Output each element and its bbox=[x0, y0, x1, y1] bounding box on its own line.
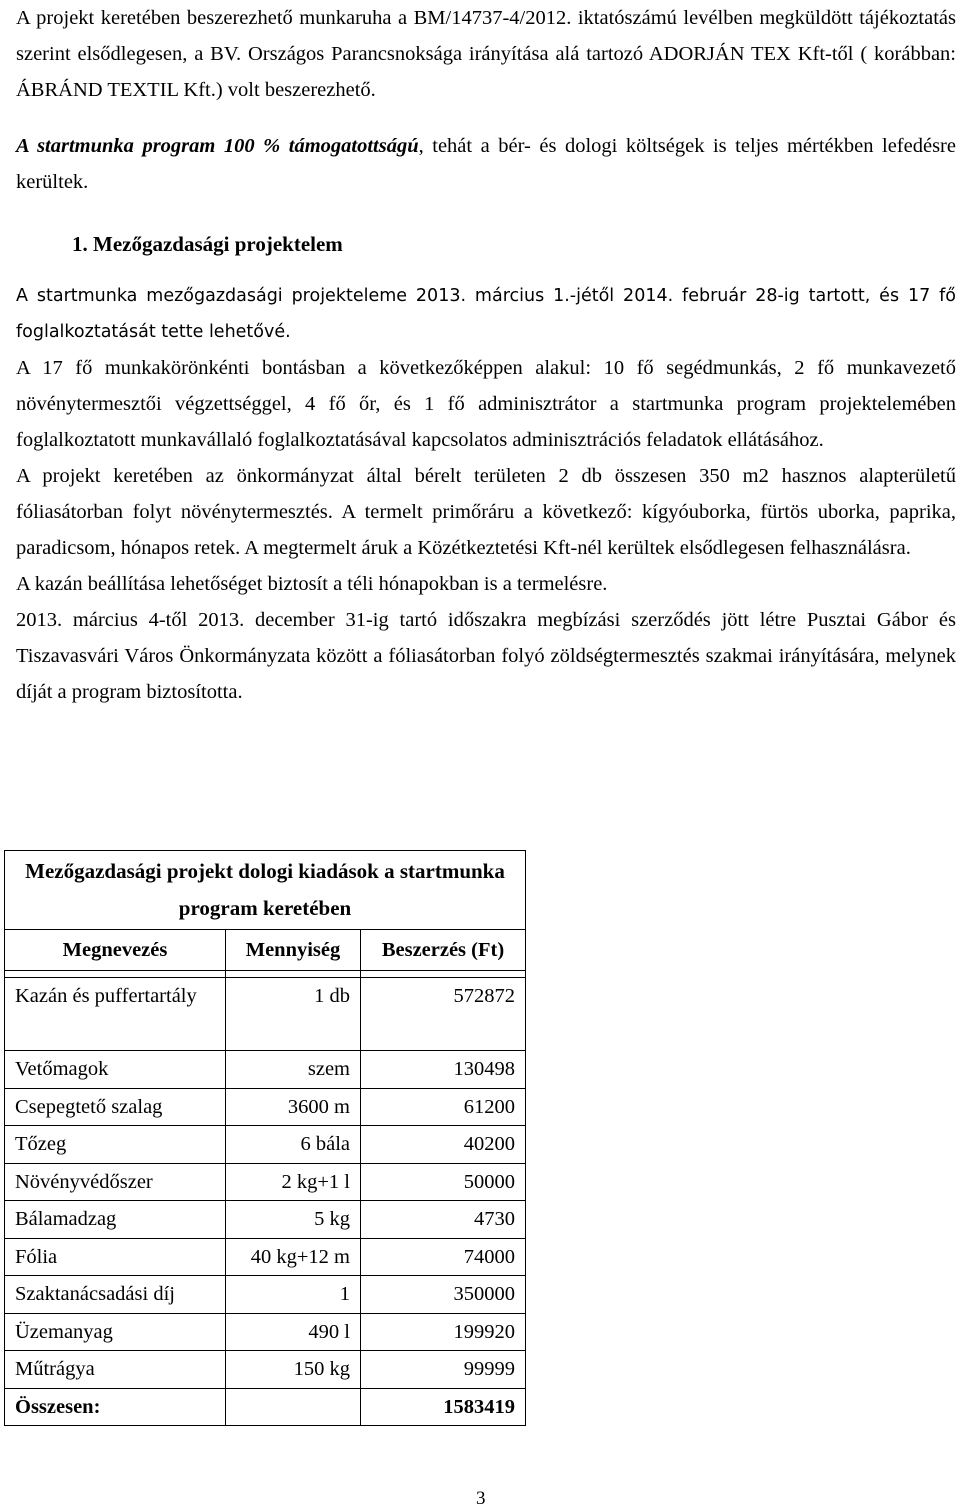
item-name-cell: Tőzeg bbox=[5, 1126, 226, 1164]
item-quantity-cell: 2 kg+1 l bbox=[226, 1163, 361, 1201]
table-row bbox=[5, 1313, 526, 1351]
item-name-cell: Szaktanácsadási díj bbox=[5, 1276, 226, 1314]
project-period-paragraph: A startmunka mezőgazdasági projekteleme 2013. március 1.-jétől 2014. február 28-ig tartott, és 17 fő foglalkoztatását tette lehetővé. bbox=[16, 286, 956, 342]
total-cost-cell: 1583419 bbox=[361, 1388, 526, 1426]
item-name-cell: Fólia bbox=[5, 1238, 226, 1276]
item-quantity-cell: 6 bála bbox=[226, 1126, 361, 1164]
item-name-cell: Vetőmagok bbox=[5, 1051, 226, 1089]
table-row bbox=[5, 1051, 526, 1089]
header-cost: Beszerzés (Ft) bbox=[361, 930, 526, 971]
item-quantity-cell: 150 kg bbox=[226, 1351, 361, 1389]
item-name-cell: Csepegtető szalag bbox=[5, 1088, 226, 1126]
table-spacer-row bbox=[5, 971, 526, 978]
table-header-row bbox=[5, 930, 526, 971]
item-name-cell: Bálamadzag bbox=[5, 1201, 226, 1239]
item-quantity-cell: 1 db bbox=[226, 978, 361, 1051]
total-label-cell: Összesen: bbox=[5, 1388, 226, 1426]
table-row bbox=[5, 1351, 526, 1389]
item-cost-cell: 572872 bbox=[361, 978, 526, 1051]
table-row bbox=[5, 1201, 526, 1239]
table-total-row bbox=[5, 1388, 526, 1426]
header-name: Megnevezés bbox=[5, 930, 226, 971]
item-quantity-cell: 5 kg bbox=[226, 1201, 361, 1239]
support-rest: , tehát a bér- és dologi költségek is teljes mértékben lefedésre kerültek. bbox=[16, 135, 956, 193]
item-quantity-cell: 490 l bbox=[226, 1313, 361, 1351]
item-cost-cell: 99999 bbox=[361, 1351, 526, 1389]
support-emphasis: A startmunka program 100 % támogatottságú bbox=[16, 135, 419, 157]
item-name-cell: Kazán és puffertartály bbox=[5, 978, 226, 1051]
expenses-table bbox=[4, 850, 526, 1426]
item-quantity-cell: szem bbox=[226, 1051, 361, 1089]
table-row bbox=[5, 978, 526, 1051]
item-quantity-cell: 40 kg+12 m bbox=[226, 1238, 361, 1276]
item-cost-cell: 74000 bbox=[361, 1238, 526, 1276]
item-cost-cell: 350000 bbox=[361, 1276, 526, 1314]
table-row bbox=[5, 1276, 526, 1314]
support-paragraph bbox=[16, 128, 956, 200]
table-caption: Mezőgazdasági projekt dologi kiadások a startmunka program keretében bbox=[5, 851, 526, 930]
item-cost-cell: 130498 bbox=[361, 1051, 526, 1089]
table-row bbox=[5, 1163, 526, 1201]
total-quantity-cell bbox=[226, 1388, 361, 1426]
item-cost-cell: 61200 bbox=[361, 1088, 526, 1126]
page-number: 3 bbox=[476, 1488, 486, 1509]
header-quantity: Mennyiség bbox=[226, 930, 361, 971]
table-row bbox=[5, 1088, 526, 1126]
greenhouse-paragraph: A projekt keretében az önkormányzat által bérelt területen 2 db összesen 350 m2 hasznos alapterületű fóliasátorban folyt növénytermesztés. A termelt primőráru a következő: kígyóuborka, fürtös uborka, paprika, paradicsom, hónapos retek. A megtermelt áruk a Közétkeztetési Kft-nél kerültek elsődlegesen felhasználásra. bbox=[16, 465, 956, 559]
staff-breakdown-paragraph: A 17 fő munkakörönkénti bontásban a következőképpen alakul: 10 fő segédmunkás, 2 fő munkavezető növénytermesztői végzettséggel, 4 fő őr, és 1 fő adminisztrátor a startmunka program projektelemében foglalkoztatott munkavállaló foglalkoztatásával kapcsolatos adminisztrációs feladatok ellátásához. bbox=[16, 357, 956, 451]
contract-paragraph: 2013. március 4-től 2013. december 31-ig tartó időszakra megbízási szerződés jött létre Pusztai Gábor és Tiszavasvári Város Önkormányzata között a fóliasátorban folyó zöldségtermesztés szakmai irányítására, melynek díját a program biztosította. bbox=[16, 609, 956, 703]
item-cost-cell: 40200 bbox=[361, 1126, 526, 1164]
item-name-cell: Üzemanyag bbox=[5, 1313, 226, 1351]
table-body bbox=[5, 971, 526, 1426]
item-name-cell: Műtrágya bbox=[5, 1351, 226, 1389]
boiler-paragraph: A kazán beállítása lehetőséget biztosít a téli hónapokban is a termelésre. bbox=[16, 573, 608, 595]
table-row bbox=[5, 1126, 526, 1164]
item-quantity-cell: 1 bbox=[226, 1276, 361, 1314]
table-row bbox=[5, 1238, 526, 1276]
item-cost-cell: 4730 bbox=[361, 1201, 526, 1239]
document-page bbox=[16, 0, 956, 710]
section-heading: 1. Mezőgazdasági projektelem bbox=[72, 232, 343, 256]
item-cost-cell: 50000 bbox=[361, 1163, 526, 1201]
item-name-cell: Növényvédőszer bbox=[5, 1163, 226, 1201]
item-quantity-cell: 3600 m bbox=[226, 1088, 361, 1126]
intro-paragraph: A projekt keretében beszerezhető munkaruha a BM/14737-4/2012. iktatószámú levélben megküldött tájékoztatás szerint elsődlegesen, a BV. Országos Parancsnoksága irányítása alá tartozó ADORJÁN TEX Kft-től ( korábban: ÁBRÁND TEXTIL Kft.) volt beszerezhető. bbox=[16, 7, 956, 101]
item-cost-cell: 199920 bbox=[361, 1313, 526, 1351]
